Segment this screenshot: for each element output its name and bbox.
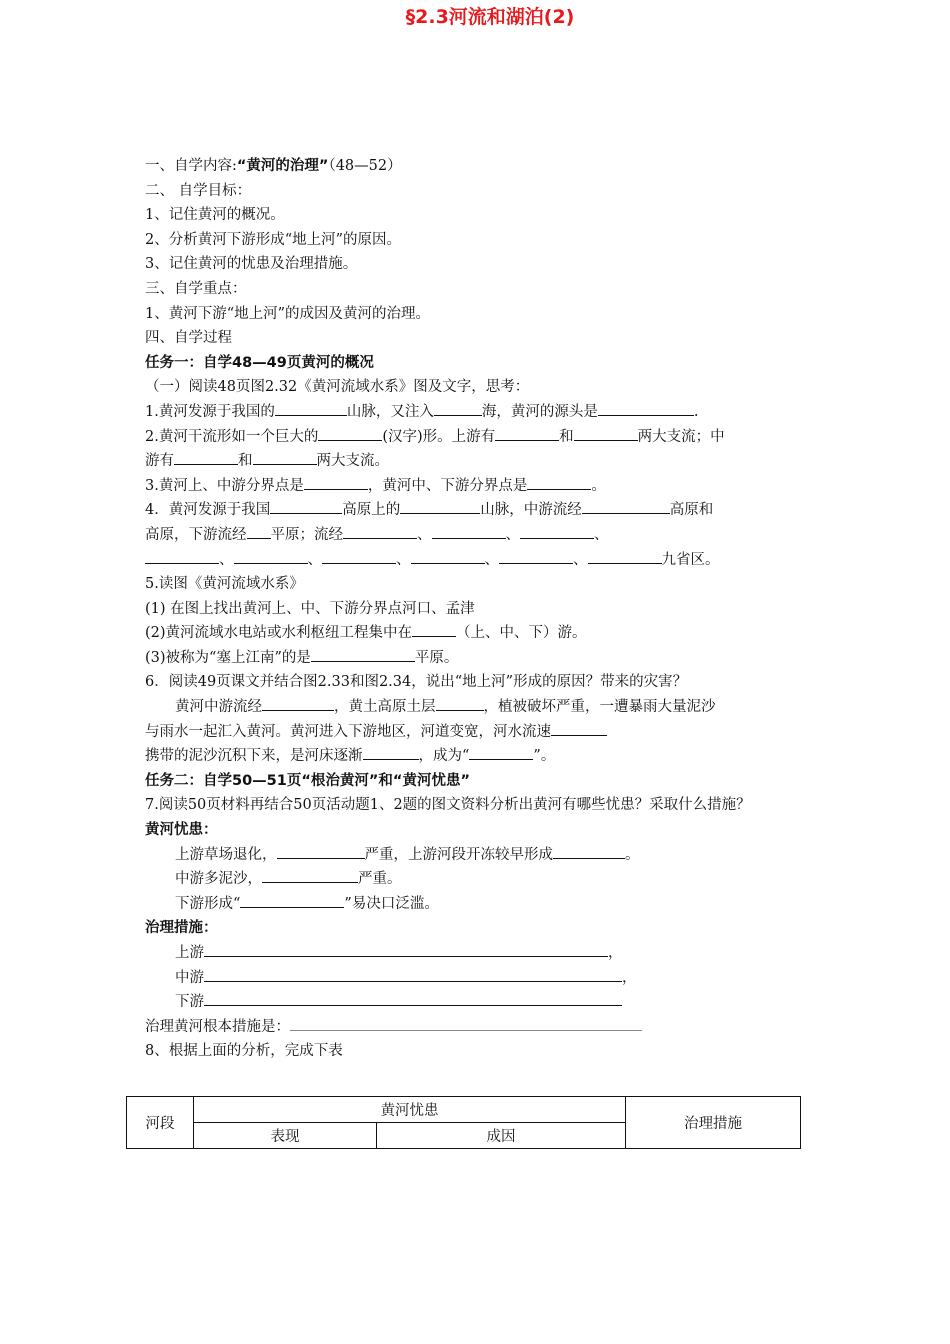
line-read-map: （一）阅读48页图2.32《黄河流域水系》图及文字，思考： [145,379,530,396]
concerns-heading: 黄河忧患： [145,822,218,839]
blank[interactable] [247,523,271,539]
measure-lower: 下游 [145,990,805,1015]
concern-lower: 下游形成“ ”易决口泛滥。 [145,892,805,917]
header-cause: 成因 [377,1123,626,1149]
measure-upper: 上游 ， [145,941,805,966]
blank[interactable] [553,843,625,859]
blank[interactable] [436,695,484,711]
concern-middle: 中游多泥沙， 严重。 [145,867,805,892]
line-goal-3: 3、记住黄河的忧患及治理措施。 [145,256,358,273]
page-title: §2.3河流和湖泊(2) [405,6,575,28]
blank[interactable] [469,744,533,760]
blank[interactable] [275,400,347,416]
question-6-a: 黄河中游流经 ，黄土高原土层 ，植被破坏严重，一遭暴雨大量泥沙 [145,695,805,720]
question-2: 2.黄河干流形如一个巨大的 (汉字)形。上游有 和 两大支流；中 [145,425,805,450]
question-6-c: 携带的泥沙沉积下来，是河床逐渐 ，成为“ ”。 [145,744,805,769]
question-6: 6．阅读49页课文并结合图2.33和图2.34，说出“地上河”形成的原因？带来的灾害？ [145,674,688,691]
question-1: 1.黄河发源于我国的 山脉，又注入 海，黄河的源头是 . [145,400,805,425]
blank[interactable] [204,941,608,957]
blank[interactable] [311,646,415,662]
line-goal-1: 1、记住黄河的概况。 [145,207,285,224]
blank[interactable] [262,695,334,711]
blank[interactable] [582,498,670,514]
question-4: 4．黄河发源于我国 高原上的 山脉，中游流经 高原和 [145,498,805,523]
line-focus-head: 三、自学重点： [145,280,247,297]
question-2-cont: 游有 和 两大支流。 [145,449,805,474]
blank[interactable] [290,1015,642,1031]
question-4-cont: 高原，下游流经 平原；流经 、 、 、 [145,523,805,548]
line-process-head: 四、自学过程 [145,330,232,347]
blank[interactable] [411,548,485,564]
blank[interactable] [412,621,456,637]
concern-upper: 上游草场退化， 严重，上游河段开冻较早形成 。 [145,843,805,868]
line-focus-1: 1、黄河下游“地上河”的成因及黄河的治理。 [145,305,431,322]
task-1-heading: 任务一：自学48—49页黄河的概况 [145,354,374,371]
blank[interactable] [551,720,607,736]
blank[interactable] [174,449,238,465]
blank[interactable] [363,744,419,760]
blank[interactable] [270,498,342,514]
blank[interactable] [499,548,573,564]
blank[interactable] [304,474,368,490]
blank[interactable] [527,474,591,490]
blank[interactable] [400,498,480,514]
question-3: 3.黄河上、中游分界点是 ，黄河中、下游分界点是 。 [145,474,805,499]
blank[interactable] [204,966,622,982]
question-6-b: 与雨水一起汇入黄河。黄河进入下游地区，河道变宽，河水流速 [145,720,805,745]
blank[interactable] [234,548,308,564]
question-8: 8、根据上面的分析，完成下表 [145,1043,343,1060]
analysis-table [126,1096,801,1149]
line-goals-head: 二、 自学目标： [145,182,252,199]
header-concerns: 黄河忧患 [194,1097,626,1123]
blank[interactable] [145,548,219,564]
blank[interactable] [262,867,358,883]
header-river-section: 河段 [127,1097,194,1149]
worksheet-body [145,154,805,1064]
question-5-2: (2)黄河流域水电站或水利枢纽工程集中在 （上、中、下）游。 [145,621,805,646]
measure-middle: 中游 ， [145,966,805,991]
blank[interactable] [495,425,559,441]
task-2-heading: 任务二：自学50—51页“根治黄河”和“黄河忧患” [145,772,470,789]
line-goal-2: 2、分析黄河下游形成“地上河”的原因。 [145,231,402,248]
blank[interactable] [240,892,344,908]
blank[interactable] [318,425,382,441]
question-4-cont2: 、 、 、 、 、 九省区。 [145,548,805,573]
header-manifestation: 表现 [194,1123,377,1149]
blank[interactable] [588,548,662,564]
blank[interactable] [574,425,638,441]
blank[interactable] [520,523,594,539]
question-5-3: (3)被称为“塞上江南”的是 平原。 [145,646,805,671]
blank[interactable] [343,523,417,539]
blank[interactable] [277,843,365,859]
line-content: 一、自学内容:“黄河的治理”（48—52） [145,158,402,174]
question-7: 7.阅读50页材料再结合50页活动题1、2题的图文资料分析出黄河有哪些忧患？采取什么措施？ [145,797,751,814]
blank[interactable] [434,400,482,416]
blank[interactable] [253,449,317,465]
measures-heading: 治理措施： [145,920,218,937]
blank[interactable] [598,400,694,416]
blank[interactable] [322,548,396,564]
blank[interactable] [204,990,622,1006]
question-5: 5.读图《黄河流域水系》 [145,576,304,593]
question-5-1: (1) 在图上找出黄河上、中、下游分界点河口、孟津 [145,600,475,617]
header-measures: 治理措施 [626,1097,801,1149]
blank[interactable] [432,523,506,539]
root-measure: 治理黄河根本措施是： [145,1015,805,1040]
